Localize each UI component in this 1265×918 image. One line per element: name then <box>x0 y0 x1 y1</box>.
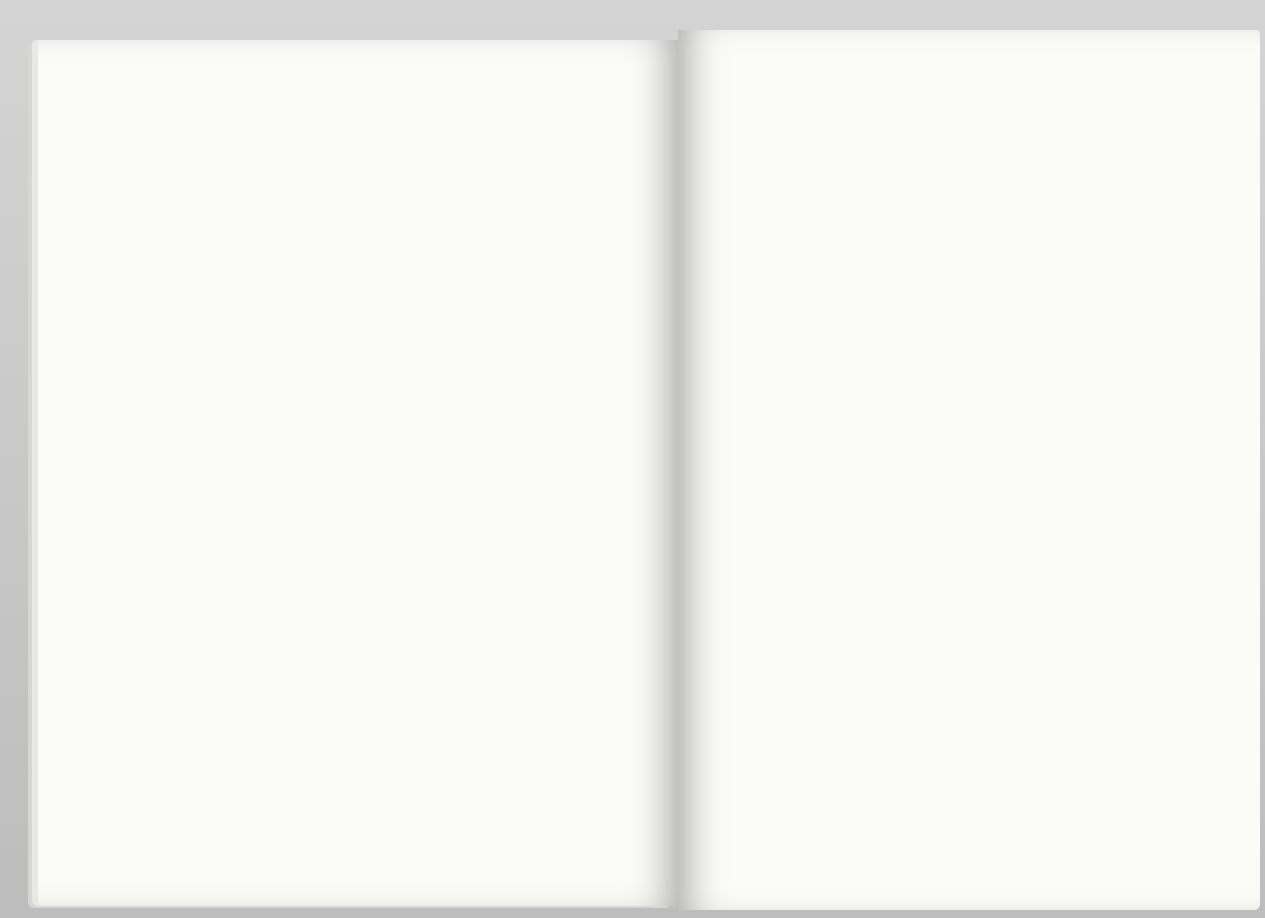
right-page <box>678 30 1260 910</box>
open-book <box>28 22 1260 910</box>
left-page <box>38 40 678 906</box>
